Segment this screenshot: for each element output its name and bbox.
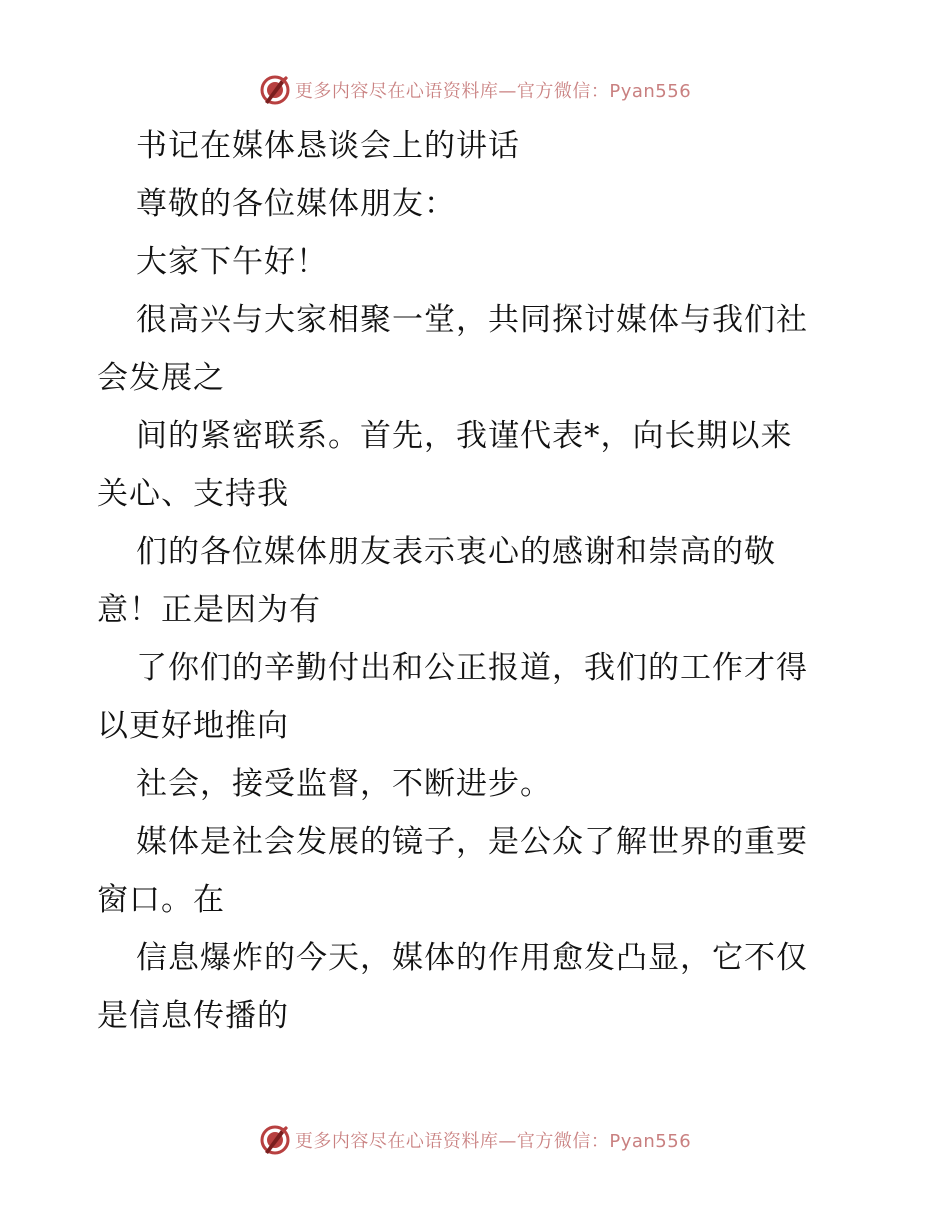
paragraph-line: 窗口。在 <box>97 882 225 918</box>
paragraph-line: 关心、支持我 <box>97 476 289 512</box>
paragraph-line: 了你们的辛勤付出和公正报道，我们的工作才得 <box>136 650 808 686</box>
paragraph-line: 信息爆炸的今天，媒体的作用愈发凸显，它不仅 <box>136 940 808 976</box>
paragraph-line: 是信息传播的 <box>97 998 289 1034</box>
greeting: 大家下午好！ <box>136 244 328 280</box>
quill-seal-icon <box>259 74 291 106</box>
paragraph-line: 社会，接受监督，不断进步。 <box>136 766 552 802</box>
paragraph-line: 意！正是因为有 <box>97 592 321 628</box>
paragraph-line: 会发展之 <box>97 360 225 396</box>
document-title: 书记在媒体恳谈会上的讲话 <box>136 128 520 164</box>
paragraph-line: 间的紧密联系。首先，我谨代表*，向长期以来 <box>136 418 793 454</box>
paragraph-line: 很高兴与大家相聚一堂，共同探讨媒体与我们社 <box>136 302 808 338</box>
salutation: 尊敬的各位媒体朋友： <box>136 186 456 222</box>
paragraph-line: 们的各位媒体朋友表示衷心的感谢和崇高的敬 <box>136 534 776 570</box>
footer-banner <box>0 1120 950 1160</box>
header-banner-text: 更多内容尽在心语资料库—官方微信：Pyan556 <box>294 81 692 102</box>
paragraph-line: 以更好地推向 <box>97 708 289 744</box>
header-banner <box>0 70 950 110</box>
footer-banner-text: 更多内容尽在心语资料库—官方微信：Pyan556 <box>294 1131 692 1152</box>
paragraph-line: 媒体是社会发展的镜子，是公众了解世界的重要 <box>136 824 808 860</box>
quill-seal-icon <box>259 1124 291 1156</box>
footer-banner-content <box>259 1124 691 1156</box>
header-banner-content <box>259 74 691 106</box>
